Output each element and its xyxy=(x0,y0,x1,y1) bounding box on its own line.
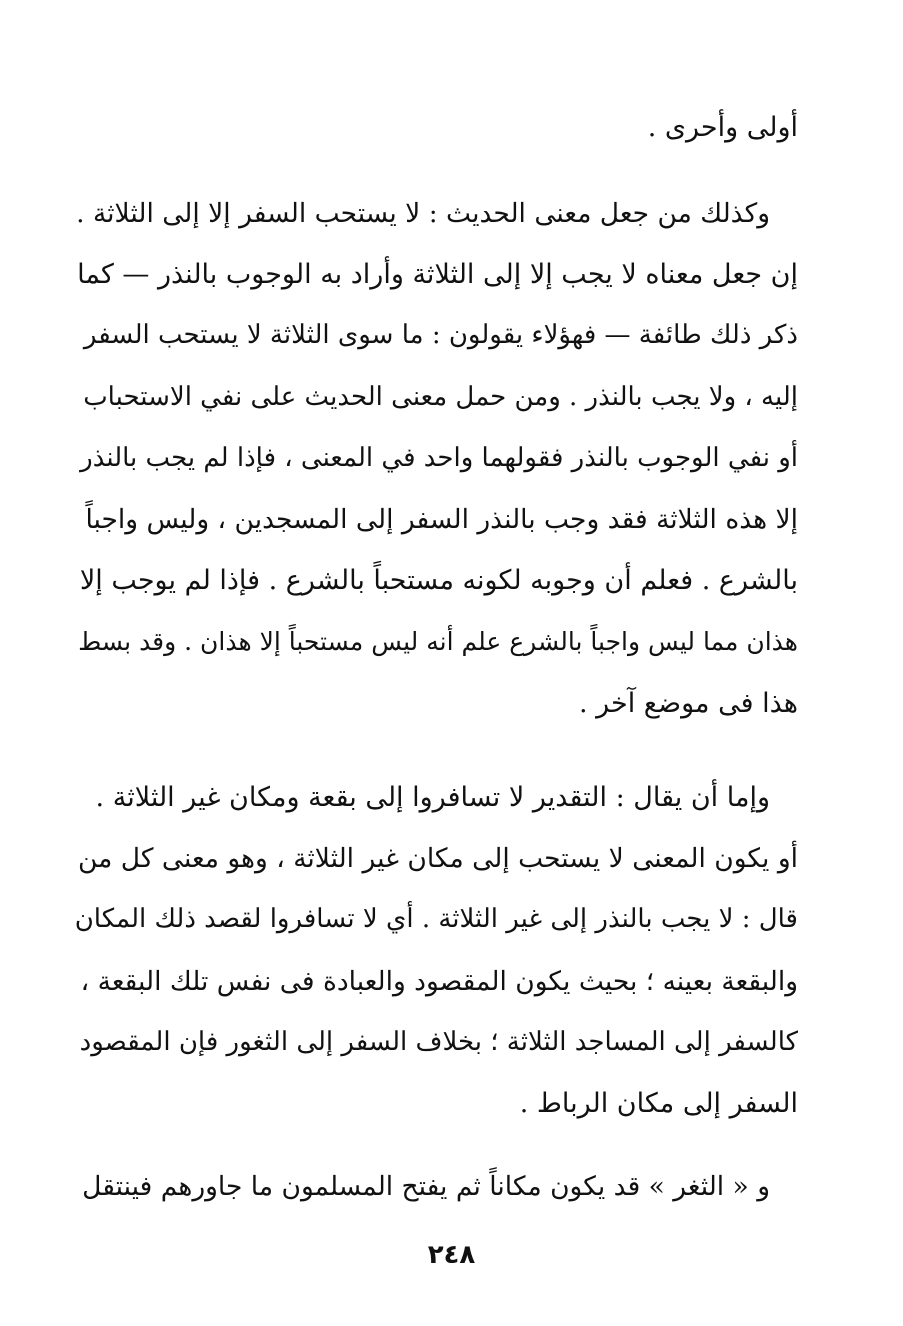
text-line: كالسفر إلى المساجد الثلاثة ؛ بخلاف السفر إلى الثغور فإن المقصود xyxy=(79,1026,798,1057)
paragraph-2 xyxy=(73,183,798,734)
text-line: وإما أن يقال : التقدير لا تسافروا إلى بقعة ومكان غير الثلاثة . xyxy=(95,782,770,813)
paragraph-4 xyxy=(73,1156,798,1217)
page-number: ٢٤٨ xyxy=(427,1240,476,1270)
text-line: أو نفي الوجوب بالنذر فقولهما واحد في المعنى ، فإذا لم يجب بالنذر xyxy=(80,442,798,473)
text-line: و « الثغر » قد يكون مكاناً ثم يفتح المسلمون ما جاورهم فينتقل xyxy=(82,1171,770,1202)
text-line: هذا فى موضع آخر . xyxy=(578,687,798,719)
text-line: بالشرع . فعلم أن وجوبه لكونه مستحباً بالشرع . فإذا لم يوجب إلا xyxy=(79,565,798,597)
text-line: وكذلك من جعل معنى الحديث : لا يستحب السفر إلا إلى الثلاثة . xyxy=(76,198,770,229)
paragraph-1 xyxy=(73,97,798,158)
text-line: والبقعة بعينه ؛ بحيث يكون المقصود والعبادة فى نفس تلك البقعة ، xyxy=(80,965,798,997)
text-line: إن جعل معناه لا يجب إلا إلى الثلاثة وأراد به الوجوب بالنذر — كما xyxy=(77,259,798,291)
text-line: قال : لا يجب بالنذر إلى غير الثلاثة . أي لا تسافروا لقصد ذلك المكان xyxy=(74,904,798,935)
text-line: ذكر ذلك طائفة — فهؤلاء يقولون : ما سوى الثلاثة لا يستحب السفر xyxy=(83,320,798,351)
paragraph-3 xyxy=(73,767,798,1134)
text-line: هذان مما ليس واجباً بالشرع علم أنه ليس مستحباً إلا هذان . وقد بسط xyxy=(78,627,798,657)
text-line: إليه ، ولا يجب بالنذر . ومن حمل معنى الحديث على نفي الاستحباب xyxy=(83,381,798,412)
text-line: أو يكون المعنى لا يستحب إلى مكان غير الثلاثة ، وهو معنى كل من xyxy=(77,843,798,875)
text-line: إلا هذه الثلاثة فقد وجب بالنذر السفر إلى المسجدين ، وليس واجباً xyxy=(85,504,798,536)
text-line: السفر إلى مكان الرباط . xyxy=(519,1088,798,1120)
text-line: أولى وأحرى . xyxy=(647,112,798,143)
